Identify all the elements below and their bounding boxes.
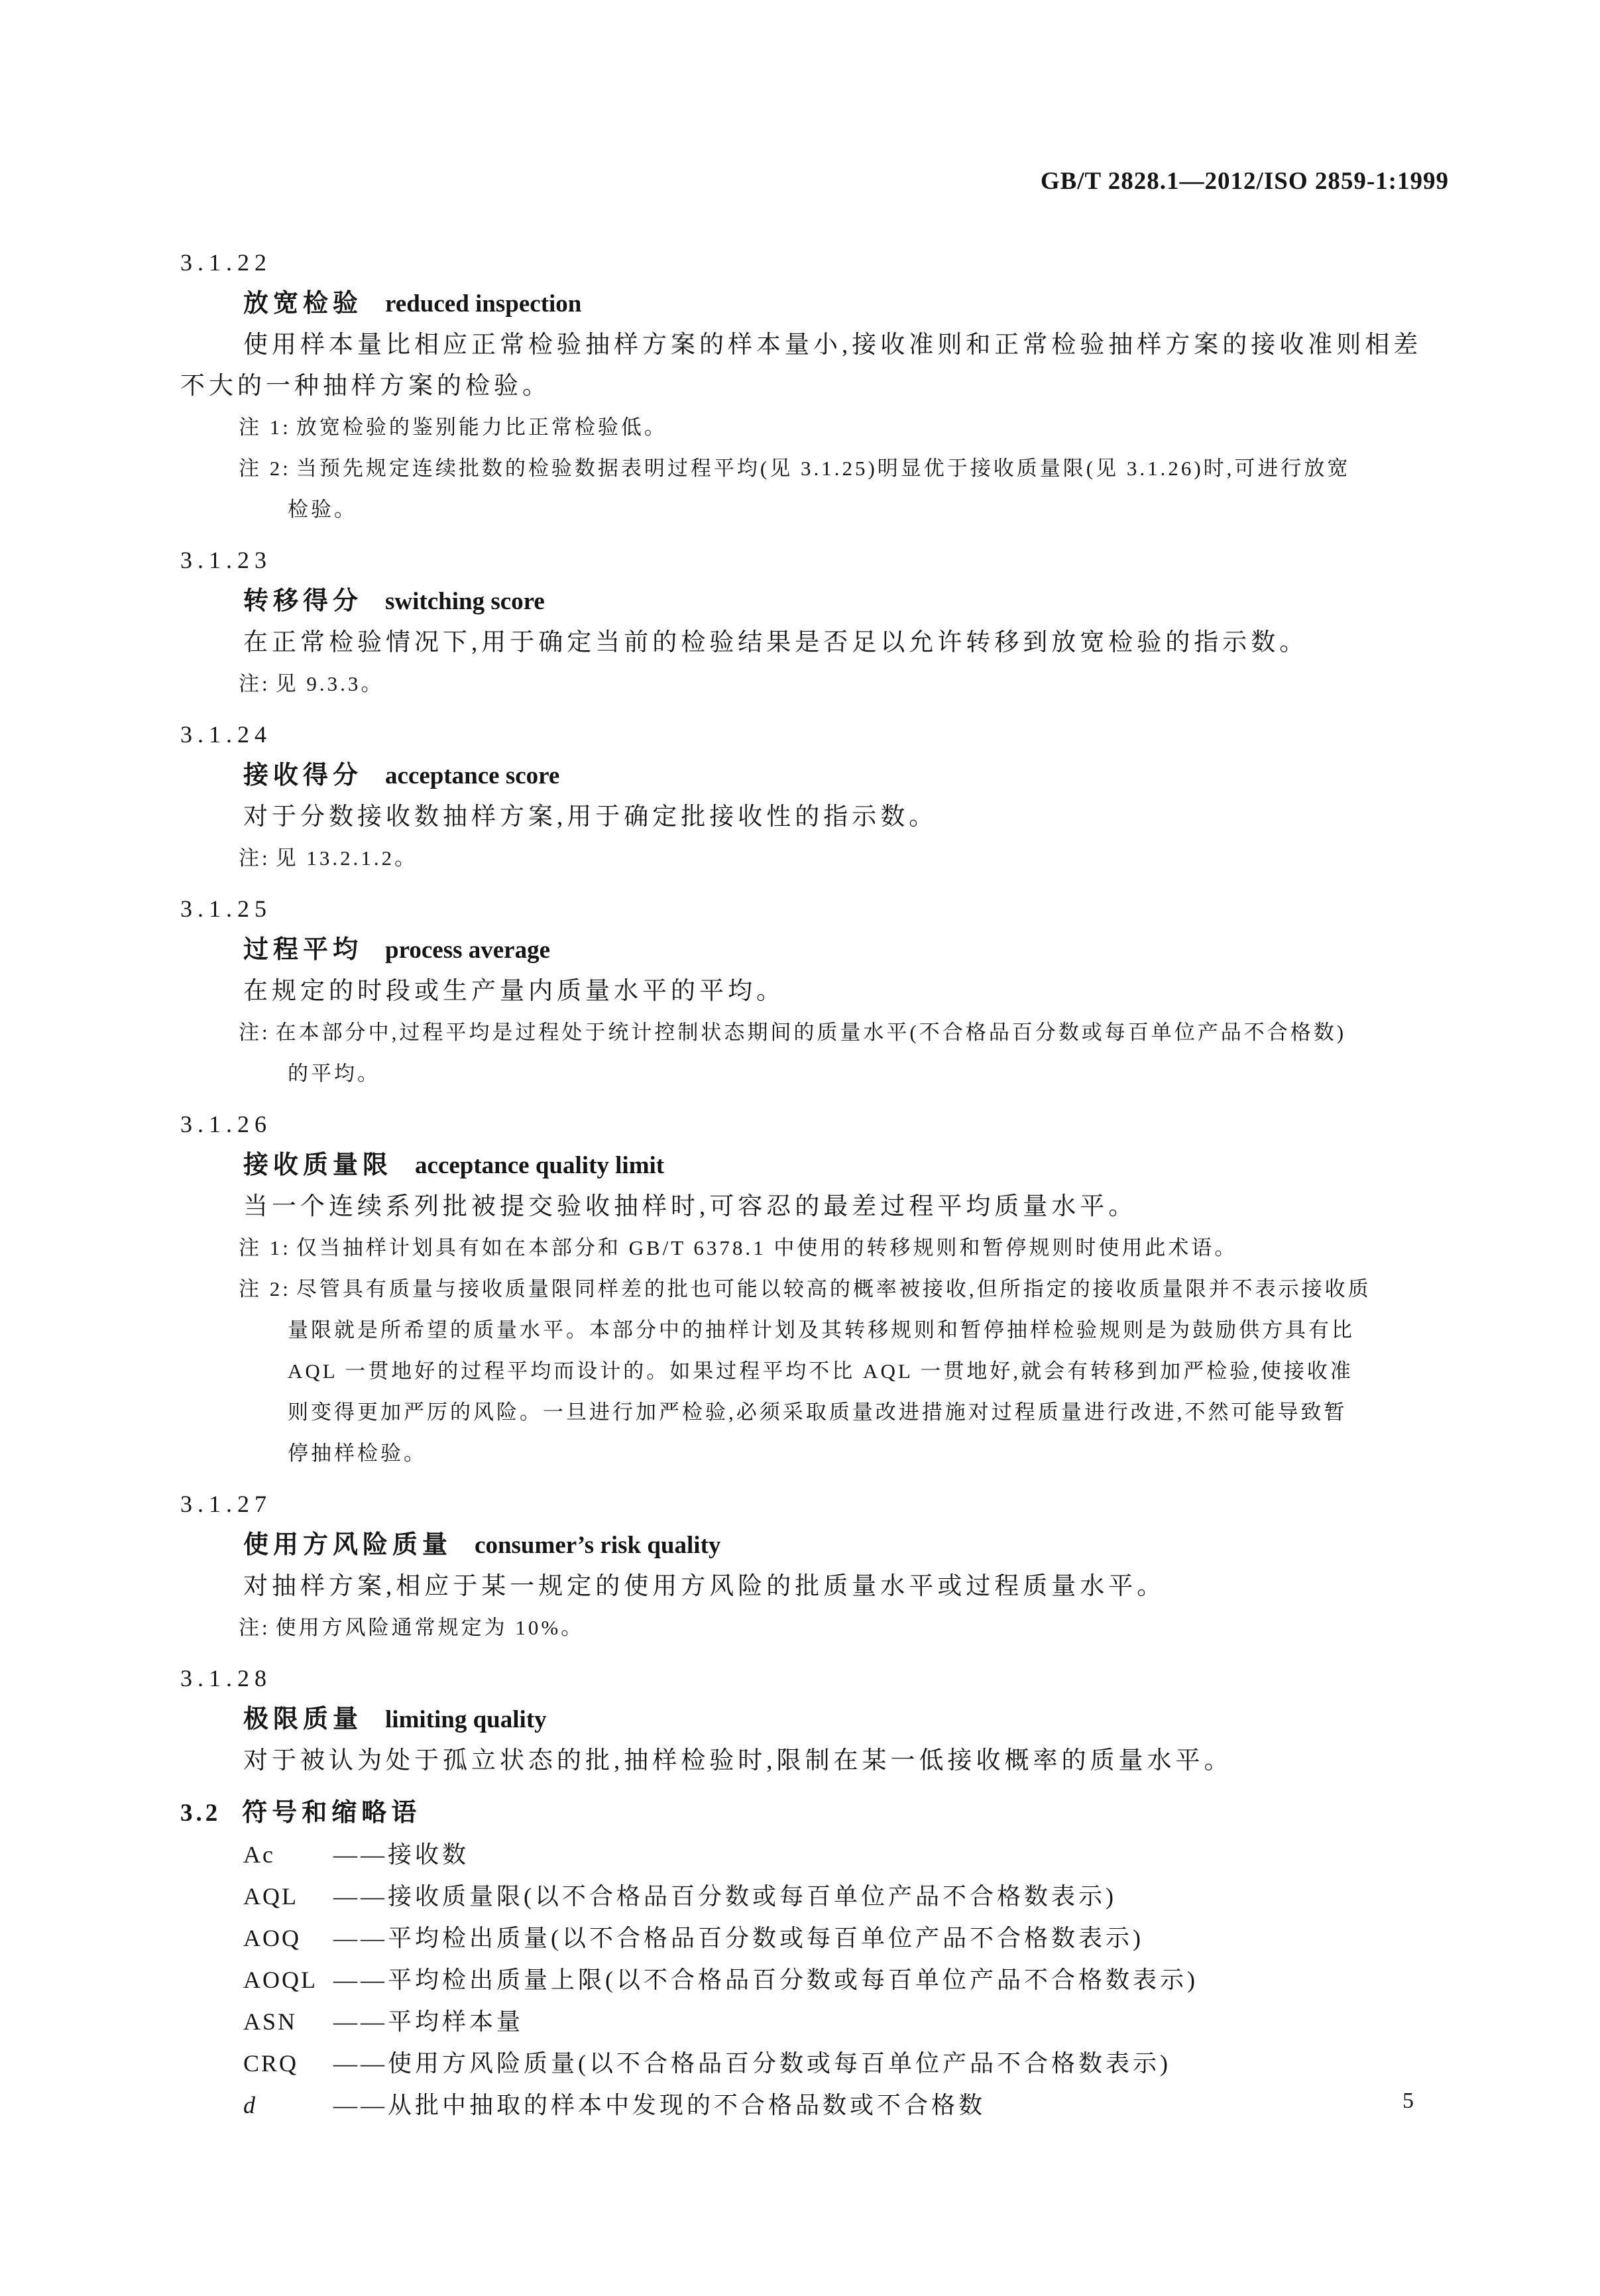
symbol-desc: ——平均样本量 <box>333 2008 524 2035</box>
definition-line: 对于分数接收数抽样方案,用于确定批接收性的指示数。 <box>243 803 938 831</box>
note-text: 尽管具有质量与接收质量限同样差的批也可能以较高的概率被接收,但所指定的接收质量限并不表示接收质 <box>296 1277 1371 1300</box>
note-label: 注: <box>239 1021 270 1044</box>
term-name-cn: 转移得分 <box>243 587 363 615</box>
term-heading <box>243 929 1452 971</box>
term-section-3-1-24 <box>180 714 1452 879</box>
term-section-3-1-23 <box>180 540 1452 705</box>
symbol-desc: ——接收质量限(以不合格品百分数或每百单位产品不合格数表示) <box>333 1883 1117 1910</box>
term-name-cn: 接收质量限 <box>243 1151 393 1179</box>
term-section-3-1-26 <box>180 1104 1452 1474</box>
note-label: 注: <box>239 1616 270 1639</box>
term-number: 3.1.22 <box>180 249 272 276</box>
note-label: 注 2: <box>239 457 291 480</box>
subsection-title: 符号和缩略语 <box>242 1799 422 1827</box>
note-text: 放宽检验的鉴别能力比正常检验低。 <box>296 416 667 439</box>
term-name-en: reduced inspection <box>385 290 582 317</box>
term-name-cn: 使用方风险质量 <box>243 1531 453 1559</box>
term-section-3-1-22 <box>180 242 1452 530</box>
note-label: 注 1: <box>239 1236 291 1259</box>
page-content <box>180 242 1452 2126</box>
note-continuation: 则变得更加严厉的风险。一旦进行加严检验,必须采取质量改进措施对过程质量进行改进,不然可能导致暂 <box>288 1401 1347 1424</box>
term-number: 3.1.27 <box>180 1491 272 1517</box>
symbol-desc: ——平均检出质量上限(以不合格品百分数或每百单位产品不合格数表示) <box>333 1967 1198 1993</box>
note-line <box>239 1607 1452 1648</box>
term-heading <box>243 1699 1452 1741</box>
note-text: 仅当抽样计划具有如在本部分和 GB/T 6378.1 中使用的转移规则和暂停规则时使用此术语。 <box>296 1236 1238 1259</box>
definition-line: 不大的一种抽样方案的检验。 <box>180 373 551 400</box>
symbols-section <box>180 1792 1452 2126</box>
note-line <box>239 1012 1452 1053</box>
symbol: AOQL <box>243 1967 317 1993</box>
note-line <box>239 1228 1452 1269</box>
symbol-row <box>243 1876 1452 1918</box>
standard-code-header: GB/T 2828.1—2012/ISO 2859-1:1999 <box>1040 168 1449 195</box>
symbol-row <box>243 2001 1452 2043</box>
symbol-desc: ——从批中抽取的样本中发现的不合格品数或不合格数 <box>333 2092 986 2118</box>
term-heading <box>243 581 1452 622</box>
symbol-row <box>243 1959 1452 2001</box>
note-label: 注: <box>239 672 270 695</box>
symbol-row <box>243 2085 1452 2126</box>
term-name-en: acceptance quality limit <box>415 1152 665 1179</box>
term-section-3-1-25 <box>180 888 1452 1094</box>
note-label: 注: <box>239 846 270 870</box>
definition-line: 对抽样方案,相应于某一规定的使用方风险的批质量水平或过程质量水平。 <box>243 1573 1166 1600</box>
term-heading <box>243 755 1452 797</box>
definition-line: 使用样本量比相应正常检验抽样方案的样本量小,接收准则和正常检验抽样方案的接收准则相差 <box>243 331 1422 359</box>
note-text: 在本部分中,过程平均是过程处于统计控制状态期间的质量水平(不合格品百分数或每百单位产品不合格数) <box>275 1021 1347 1044</box>
term-section-3-1-28 <box>180 1658 1452 1782</box>
note-line <box>239 1269 1452 1310</box>
note-label: 注 1: <box>239 416 291 439</box>
symbol: AQL <box>243 1883 298 1910</box>
symbol-row <box>243 1834 1452 1876</box>
term-name-en: limiting quality <box>385 1706 547 1733</box>
term-name-en: acceptance score <box>385 762 560 789</box>
definition-line: 当一个连续系列批被提交验收抽样时,可容忍的最差过程平均质量水平。 <box>243 1193 1137 1220</box>
subsection-number: 3.2 <box>180 1800 221 1827</box>
term-name-en: process average <box>385 937 551 964</box>
note-continuation: 的平均。 <box>288 1062 380 1085</box>
term-number: 3.1.26 <box>180 1111 272 1137</box>
term-number: 3.1.25 <box>180 895 272 922</box>
symbol-row <box>243 2043 1452 2085</box>
symbol: AOQ <box>243 1925 301 1951</box>
symbol: d <box>243 2092 257 2118</box>
term-name-en: switching score <box>385 588 545 615</box>
note-continuation: 停抽样检验。 <box>288 1442 427 1465</box>
term-heading <box>243 1524 1452 1566</box>
symbol: ASN <box>243 2008 298 2035</box>
note-continuation: AQL 一贯地好的过程平均而设计的。如果过程平均不比 AQL 一贯地好,就会有转移到加严检验,使接收准 <box>288 1359 1353 1383</box>
term-heading <box>243 283 1452 325</box>
term-section-3-1-27 <box>180 1483 1452 1648</box>
term-name-cn: 过程平均 <box>243 936 363 964</box>
term-number: 3.1.28 <box>180 1665 272 1692</box>
note-text: 见 13.2.1.2。 <box>275 846 418 870</box>
term-name-cn: 极限质量 <box>243 1705 363 1733</box>
note-line <box>239 838 1452 879</box>
term-number: 3.1.23 <box>180 547 272 573</box>
note-line <box>239 663 1452 705</box>
note-text: 使用方风险通常规定为 10%。 <box>275 1616 585 1639</box>
term-name-cn: 接收得分 <box>243 762 363 789</box>
term-number: 3.1.24 <box>180 721 272 748</box>
note-text: 当预先规定连续批数的检验数据表明过程平均(见 3.1.25)明显优于接收质量限(见 3.1.26)时,可进行放宽 <box>296 457 1351 480</box>
symbol-desc: ——接收数 <box>333 1841 470 1868</box>
note-line <box>239 407 1452 448</box>
symbol-desc: ——平均检出质量(以不合格品百分数或每百单位产品不合格数表示) <box>333 1925 1144 1951</box>
definition-line: 对于被认为处于孤立状态的批,抽样检验时,限制在某一低接收概率的质量水平。 <box>243 1747 1233 1774</box>
symbol-row <box>243 1918 1452 1959</box>
symbol: Ac <box>243 1841 275 1868</box>
definition-line: 在正常检验情况下,用于确定当前的检验结果是否足以允许转移到放宽检验的指示数。 <box>243 629 1308 656</box>
page-number: 5 <box>1402 2089 1414 2113</box>
symbol: CRQ <box>243 2050 299 2077</box>
term-name-cn: 放宽检验 <box>243 290 363 317</box>
note-text: 见 9.3.3。 <box>275 672 384 695</box>
term-heading <box>243 1145 1452 1186</box>
subsection-heading <box>180 1792 1452 1834</box>
note-continuation: 量限就是所希望的质量水平。本部分中的抽样计划及其转移规则和暂停抽样检验规则是为鼓励供方具有比 <box>288 1318 1355 1342</box>
note-continuation: 检验。 <box>288 498 357 521</box>
term-name-en: consumer’s risk quality <box>475 1532 721 1559</box>
note-line <box>239 448 1452 489</box>
symbol-desc: ——使用方风险质量(以不合格品百分数或每百单位产品不合格数表示) <box>333 2050 1171 2077</box>
definition-line: 在规定的时段或生产量内质量水平的平均。 <box>243 978 785 1005</box>
note-label: 注 2: <box>239 1277 291 1300</box>
